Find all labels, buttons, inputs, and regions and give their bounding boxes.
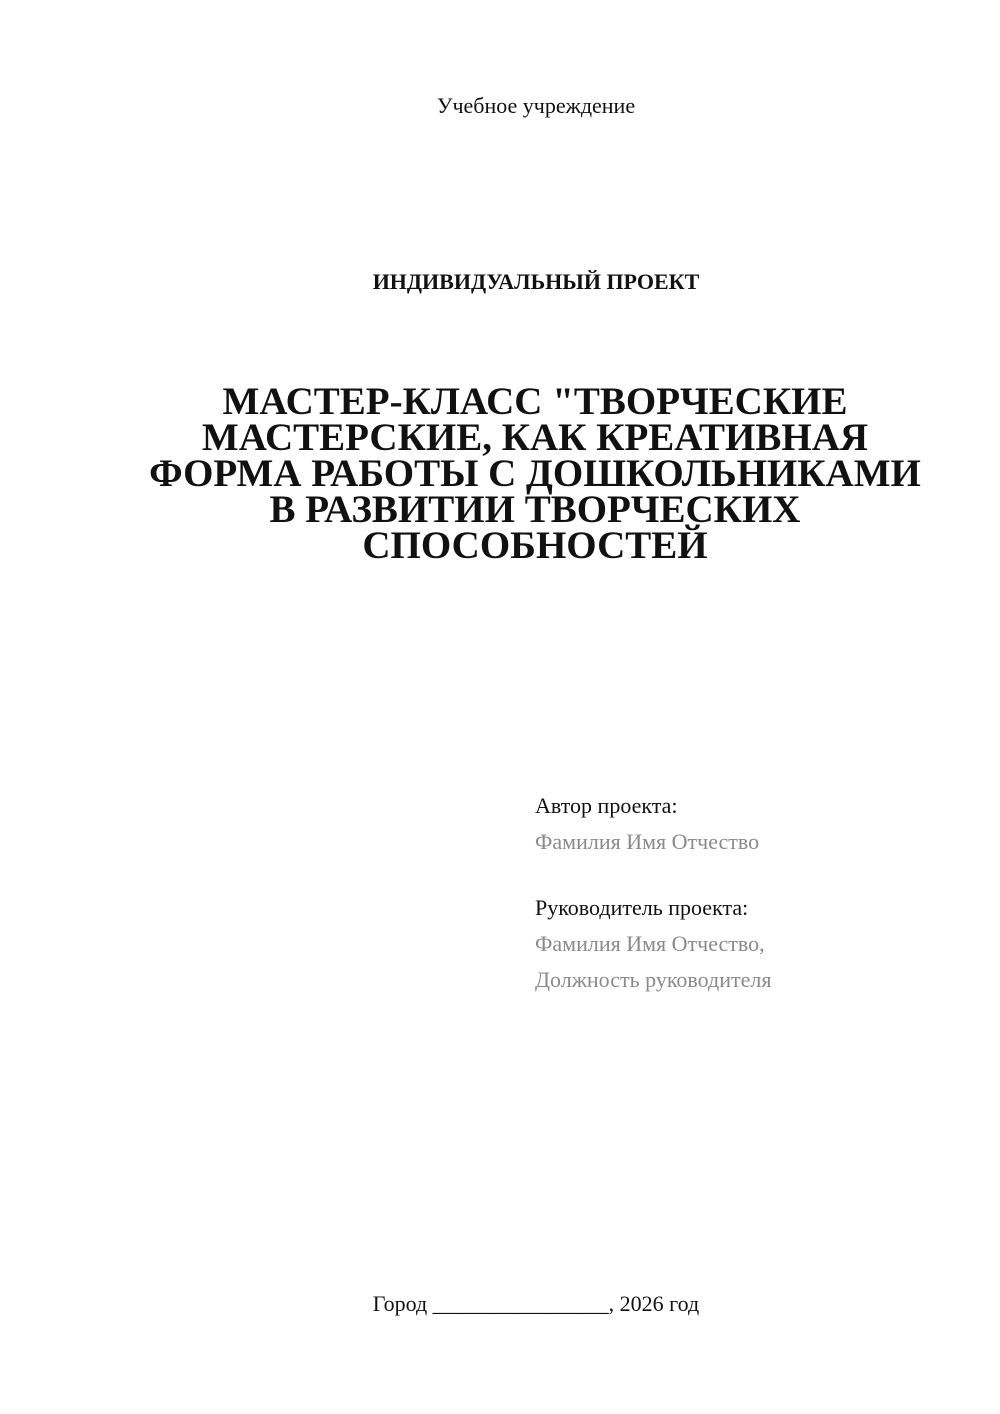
supervisor-label: Руководитель проекта: xyxy=(535,895,749,920)
project-title-line: СПОСОБНОСТЕЙ xyxy=(362,524,708,567)
institution-name: Учебное учреждение xyxy=(436,93,636,118)
project-title-line: МАСТЕРСКИЕ, КАК КРЕАТИВНАЯ xyxy=(201,416,869,459)
credits-spacer xyxy=(535,860,975,890)
credits-block xyxy=(535,788,975,998)
document-type: ИНДИВИДУАЛЬНЫЙ ПРОЕКТ xyxy=(372,269,700,294)
supervisor-name: Фамилия Имя Отчество, xyxy=(535,931,765,956)
supervisor-position: Должность руководителя xyxy=(535,967,772,992)
author-label: Автор проекта: xyxy=(535,793,678,818)
city-year-footer: Город ________________, 2026 год xyxy=(372,1291,700,1316)
author-name: Фамилия Имя Отчество xyxy=(535,829,760,854)
project-title-line: МАСТЕР-КЛАСС "ТВОРЧЕСКИЕ xyxy=(222,380,848,423)
project-title xyxy=(130,380,940,567)
project-title-line: ФОРМА РАБОТЫ С ДОШКОЛЬНИКАМИ xyxy=(149,452,921,495)
project-title-line: В РАЗВИТИИ ТВОРЧЕСКИХ xyxy=(269,488,801,531)
